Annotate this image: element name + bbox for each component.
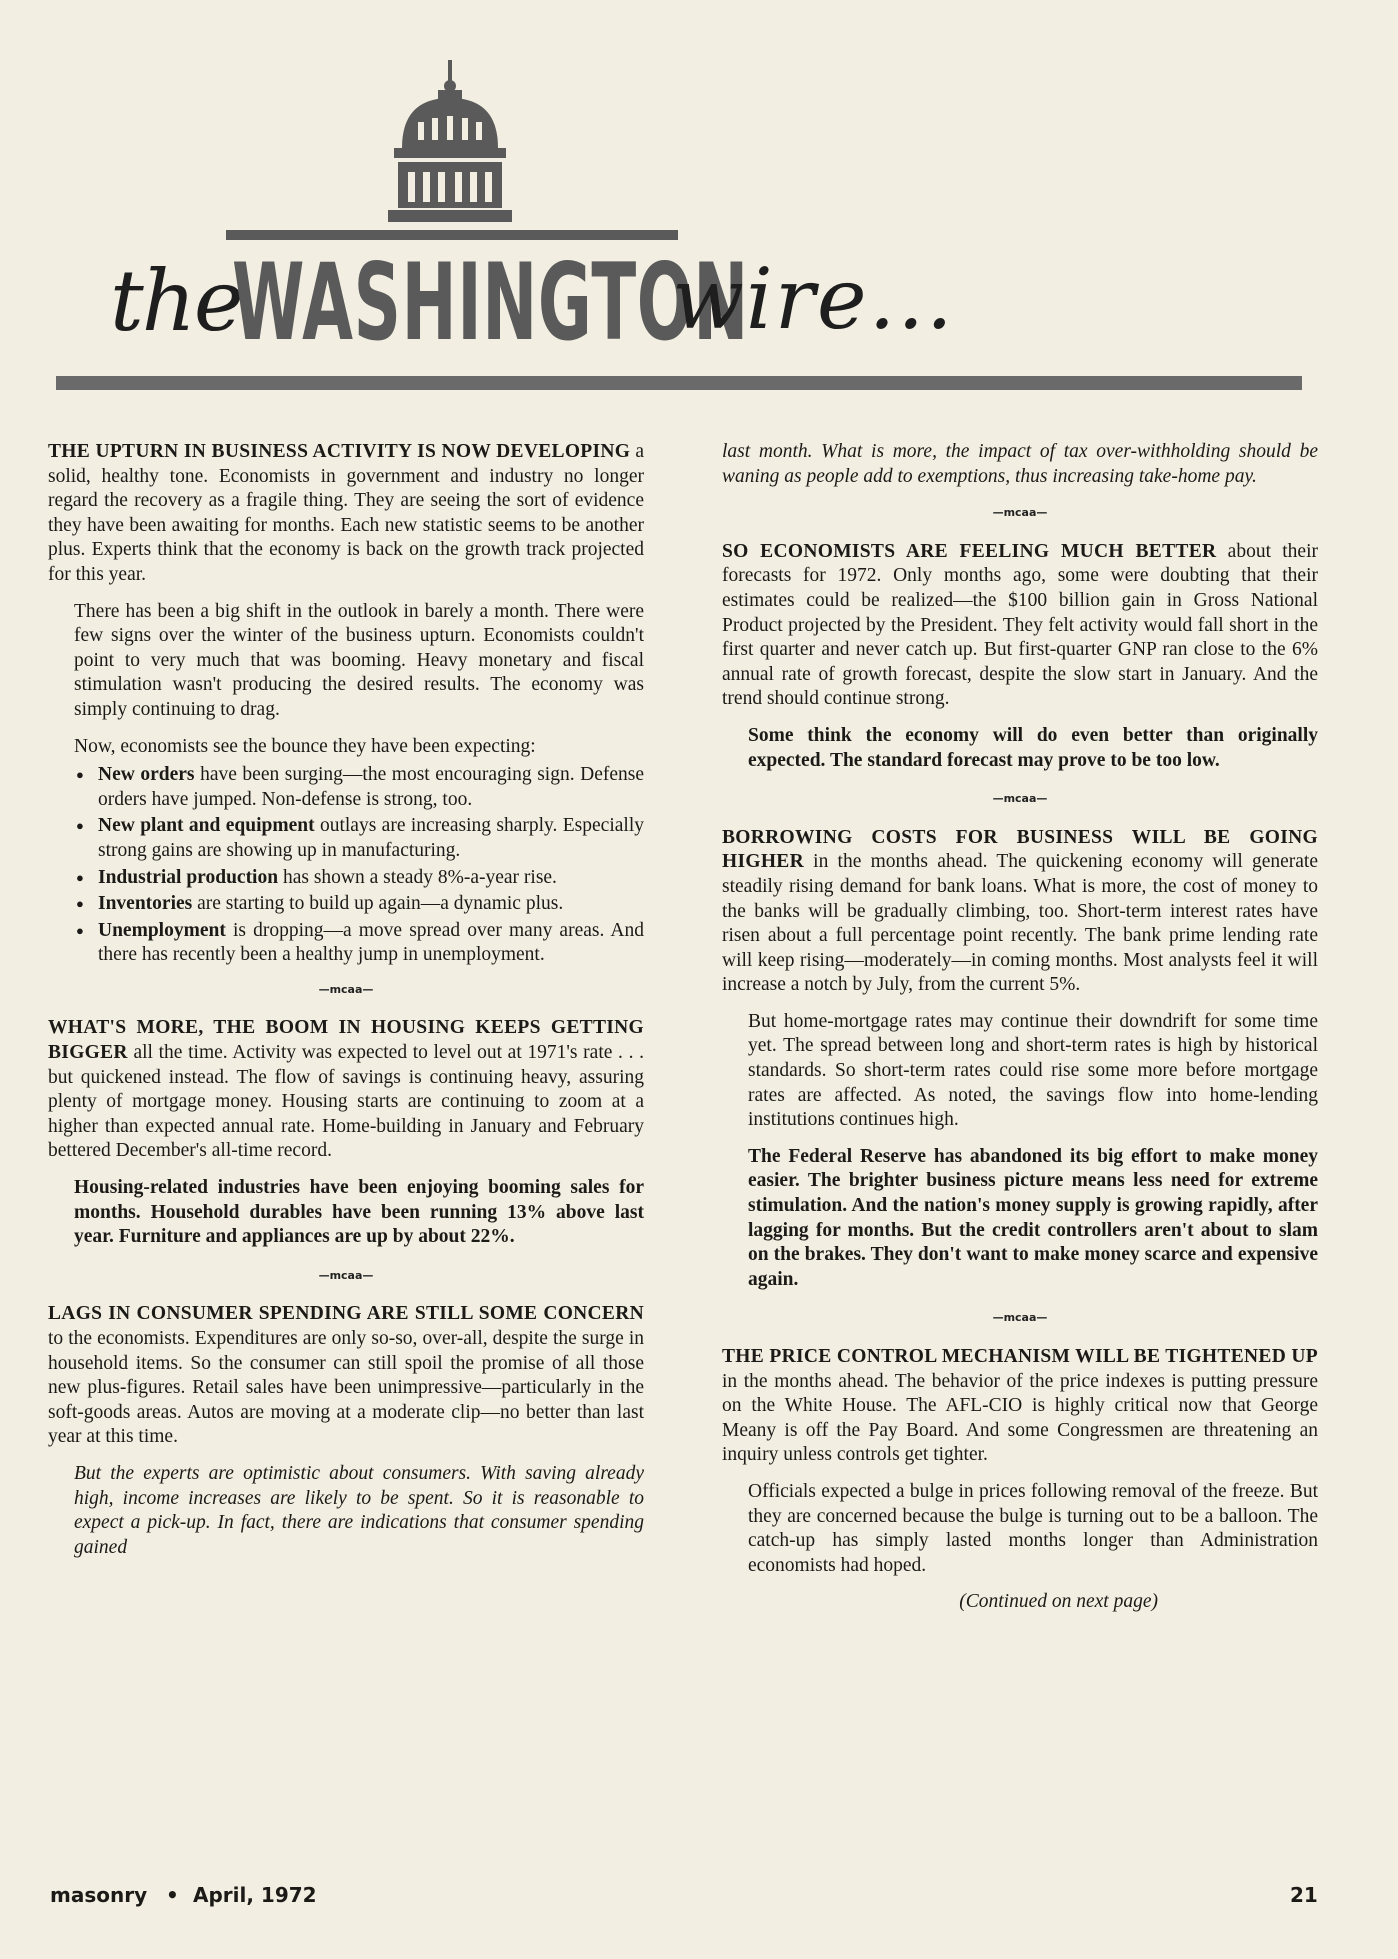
bullet-list [74,763,644,968]
page-footer [0,1883,1398,1923]
masthead-bottom-rule [56,376,1302,390]
masthead [0,0,1398,400]
article-paragraph: Now, economists see the bounce they have been expecting: [74,735,536,757]
masthead-wire: wire... [672,250,955,348]
article-paragraph: Some think the economy will do even better than originally expected. The standard forecast may prove to be too low. [748,724,1318,771]
article-paragraph: Housing-related industries have been enjoying booming sales for months. Household durables have been running 13% above last year. Furniture and appliances are up by about 22%. [74,1177,644,1248]
capitol-dome-icon [380,60,520,235]
list-item: ● New plant and equipment outlays are increasing sharply. Especially strong gains are showing up in manufacturing. [74,814,644,863]
section-separator: —mcaa— [318,1268,374,1282]
list-item: ● Inventories are starting to build up again—a dynamic plus. [74,892,644,917]
list-item: ● Unemployment is dropping—a move spread over many areas. And there has recently been a healthy jump in unemployment. [74,919,644,968]
continued-note: (Continued on next page) [959,1591,1158,1613]
left-column [48,440,644,1572]
article-paragraph: But the experts are optimistic about consumers. With saving already high, income increases are likely to be spent. So it is reasonable to expect a pick-up. In fact, there are indications that consumer spending gained [74,1462,644,1558]
article-paragraph: There has been a big shift in the outlook in barely a month. There were few signs over the winter of the business upturn. Economists couldn't point to very much that was booming. Heavy monetary and fiscal stimulation wasn't producing the desired results. The economy was simply continuing to drag. [74,600,644,720]
article-paragraph: But home-mortgage rates may continue their downdrift for some time yet. The spread between long and short-term rates is high by historical standards. So short-term rates could rise some more before mortgage rates are affected. As noted, the savings flow into home-lending institutions continues high. [748,1010,1318,1131]
list-item: ● New orders have been surging—the most encouraging sign. Defense orders have jumped. Non-defense is strong, too. [74,763,644,812]
magazine-name: masonry [50,1883,148,1907]
article-paragraph: Officials expected a bulge in prices following removal of the freeze. But they are concerned because the bulge is turning out to be a balloon. The catch-up has simply lasted months longer than Administration economists had hoped. [748,1480,1318,1576]
article-paragraph: last month. What is more, the impact of tax over-withholding should be waning as people add to exemptions, thus increasing take-home pay. [722,441,1318,487]
masthead-washington: WASHINGTON [232,241,749,364]
list-item: ● Industrial production has shown a steady 8%-a-year rise. [74,866,644,891]
section-separator: —mcaa— [318,982,374,996]
masthead-top-rule [226,230,678,240]
issue-date: April, 1972 [193,1883,317,1907]
article-paragraph: THE UPTURN IN BUSINESS ACTIVITY IS NOW DEVELOPING a solid, healthy tone. Economists in government and industry no longer regard the recovery as a fragile thing. They are seeing the sort of evidence they have been awaiting for months. Each new statistic seems to be another plus. Experts think that the economy is back on the growth track projected for this year. [48,441,644,585]
article-paragraph: SO ECONOMISTS ARE FEELING MUCH BETTER about their forecasts for 1972. Only months ago, some were doubting that their estimates could be realized—the $100 billion gain in Gross National Product projected by the President. They felt activity would fall short in the first quarter and never catch up. But first-quarter GNP ran close to the 6% annual rate of growth forecast, despite the slow start in January. And the trend should continue strong. [722,540,1318,710]
section-separator: —mcaa— [992,1311,1048,1325]
page-number: 21 [1290,1883,1318,1907]
article-paragraph: LAGS IN CONSUMER SPENDING ARE STILL SOME CONCERN to the economists. Expenditures are only so-so, over-all, despite the surge in household items. So the consumer can still spoil the promise of all those new plus-figures. Retail sales have been unimpressive—particularly in the soft-goods areas. Autos are moving at a moderate clip—no better than last year at this time. [48,1303,644,1448]
right-column [722,440,1318,1615]
article-paragraph: WHAT'S MORE, THE BOOM IN HOUSING KEEPS GETTING BIGGER all the time. Activity was expected to level out at 1971's rate . . . but quickened instead. The flow of savings is continuing heavy, assuring plenty of mortgage money. Housing starts are continuing to zoom at a higher than expected annual rate. Home-building in January and February bettered December's all-time record. [48,1017,644,1162]
section-separator: —mcaa— [992,792,1048,806]
section-separator: —mcaa— [992,506,1048,520]
article-paragraph: The Federal Reserve has abandoned its big effort to make money easier. The brighter business picture means less need for extreme stimulation. And the nation's money supply is growing rapidly, after lagging for months. But the credit controllers aren't about to slam on the brakes. They don't want to make money scarce and expensive again. [748,1145,1318,1290]
footer-bullet: • [166,1883,179,1907]
article-paragraph: BORROWING COSTS FOR BUSINESS WILL BE GOING HIGHER in the months ahead. The quickening economy will generate steadily rising demand for bank loans. What is more, the cost of money to the banks will be gradually climbing, too. Short-term interest rates have risen about a full percentage point recently. The bank prime lending rate will keep rising—moderately—in coming months. Most analysts feel it will increase a notch by July, from the current 5%. [722,826,1318,996]
article-paragraph: THE PRICE CONTROL MECHANISM WILL BE TIGHTENED UP in the months ahead. The behavior of the price indexes is putting pressure on the White House. The AFL-CIO is highly critical now that George Meany is off the Pay Board. And some Congressmen are threatening an inquiry unless controls get tighter. [722,1346,1318,1466]
masthead-the: the [110,252,242,350]
